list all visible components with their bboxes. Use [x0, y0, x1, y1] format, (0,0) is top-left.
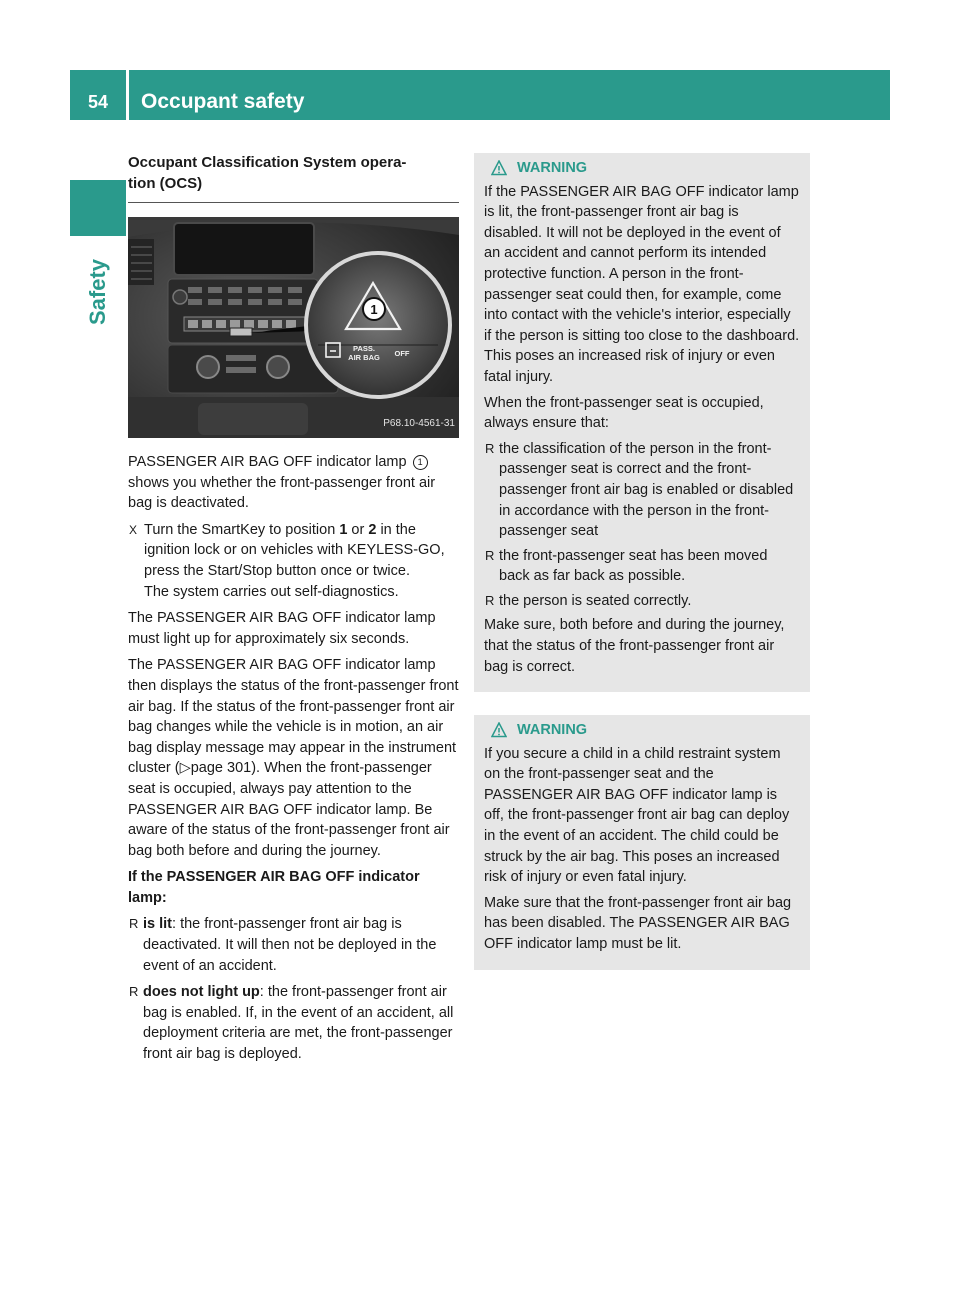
- warning-title-text: WARNING: [517, 722, 588, 738]
- bullet-icon: R: [485, 440, 495, 456]
- bullet-icon: R: [129, 984, 139, 1000]
- left-column: [128, 153, 459, 1071]
- warning-title: [484, 158, 800, 179]
- bullet-text: the front-passenger seat has been moved back as far back as possible.: [499, 547, 768, 585]
- page-number: 54: [87, 92, 109, 112]
- caption: [128, 452, 459, 514]
- bullet-text: : the front-passenger front air bag is enabled. If, in the event of an accident, all deployment criteria are met, the front-passenger front air bag is deployed.: [143, 984, 454, 1063]
- warning-paragraph: When the front-passenger seat is occupied, always ensure that:: [484, 394, 764, 432]
- bullet-bold: is lit: [143, 916, 173, 933]
- bullet-bold: does not light up: [143, 984, 260, 1001]
- side-tab: [70, 180, 126, 236]
- section-heading: [128, 153, 459, 203]
- section-heading-line1: Occupant Classification System opera-: [128, 154, 407, 171]
- warning-paragraph: Make sure, both before and during the journey, that the status of the front-passenger front air bag is correct.: [484, 617, 785, 675]
- warning-box-2: [474, 715, 810, 970]
- step-arrow-icon: X: [129, 522, 138, 537]
- page-title: Occupant safety: [141, 90, 305, 113]
- callout-marker: 1: [413, 455, 428, 470]
- step-position-2: 2: [368, 521, 377, 538]
- caption-text: PASSENGER AIR BAG OFF indicator lamp: [128, 454, 407, 470]
- subheading: If the PASSENGER AIR BAG OFF indicator lamp:: [128, 869, 420, 906]
- dashboard-illustration: [128, 217, 459, 438]
- warning-paragraph: Make sure that the front-passenger front air bag has been disabled. The PASSENGER AIR BAG OFF indicator lamp must be lit.: [484, 894, 792, 952]
- bullet-icon: R: [129, 916, 139, 932]
- instruction-step: [128, 520, 459, 602]
- step-text-pre: Turn the SmartKey to position: [144, 521, 340, 538]
- warning-title-text: WARNING: [517, 160, 588, 176]
- list-item: [484, 591, 800, 612]
- warning-box-1: [474, 153, 810, 692]
- figure-label-off: OFF: [394, 349, 410, 358]
- bullet-text: the person is seated correctly.: [499, 592, 692, 609]
- list-item: [128, 982, 459, 1064]
- warning-icon: [491, 722, 507, 738]
- bullet-icon: R: [485, 547, 495, 563]
- bullet-text: the classification of the person in the front-passenger seat is correct and the front-passenger front air bag is enabled or disabled in accordance with the person in the front-passenger seat: [499, 440, 794, 540]
- caption-text2: shows you whether the front-passenger front air bag is deactivated.: [128, 474, 436, 512]
- step-text-or: or: [347, 521, 369, 538]
- side-tab-label: Safety: [85, 258, 110, 326]
- bullet-icon: R: [485, 592, 495, 608]
- section-heading-line2: tion (OCS): [128, 174, 203, 192]
- paragraph-text: ). When the front-passenger seat is occupied, always pay attention to the PASSENGER AIR BAG OFF indicator lamp. Be aware of the status of the front-passenger front air bag both before and during the journey.: [128, 760, 450, 859]
- warning-title: [484, 720, 800, 741]
- step-position-1: 1: [339, 521, 348, 538]
- figure-label-pass: PASS.: [353, 344, 375, 353]
- warning-paragraph: If the PASSENGER AIR BAG OFF indicator lamp is lit, the front-passenger front air bag is disabled. It will not be deployed in the event of an accident and cannot perform its intended protective function. A person in the front-passenger seat could then, for example, come into contact with the vehicle's interior, especially if the person is sitting too close to the dashboard. This poses an increased risk of injury or even fatal injury.: [484, 183, 800, 385]
- dashboard-figure: [128, 217, 459, 438]
- figure-code: P68.10-4561-31: [383, 418, 455, 430]
- paragraph: The PASSENGER AIR BAG OFF indicator lamp must light up for approximately six seconds.: [128, 610, 436, 647]
- figure-label-airbag: AIR BAG: [348, 353, 380, 362]
- page-ref-icon: ▷: [179, 760, 191, 777]
- list-item: [484, 546, 800, 587]
- step-text-post: in the ignition lock or on vehicles with KEYLESS-GO, press the Start/Stop button once or twice.: [144, 521, 445, 579]
- header-divider: [126, 70, 129, 120]
- list-item: [484, 439, 800, 542]
- paragraph: [128, 655, 459, 861]
- list-item: [128, 914, 459, 976]
- bullet-text: : the front-passenger front air bag is deactivated. It will then not be deployed in the event of an accident.: [143, 916, 437, 974]
- page-reference-link[interactable]: page 301: [190, 760, 252, 777]
- figure-callout: 1: [370, 302, 378, 317]
- paragraph-text: The PASSENGER AIR BAG OFF indicator lamp then displays the status of the front-passenger front air bag. If the status of the front-passenger front air bag changes while the vehicle is in motion, an air bag display message may appear in the instrument cluster (: [128, 657, 459, 777]
- warning-icon: [491, 160, 507, 176]
- step-result: The system carries out self-diagnostics.: [144, 583, 399, 600]
- warning-paragraph: If you secure a child in a child restraint system on the front-passenger seat and the PASSENGER AIR BAG OFF indicator lamp is off, the front-passenger front air bag can deploy in the event of an accident. The child could be struck by the air bag. This poses an increased risk of injury or even fatal injury.: [484, 745, 790, 886]
